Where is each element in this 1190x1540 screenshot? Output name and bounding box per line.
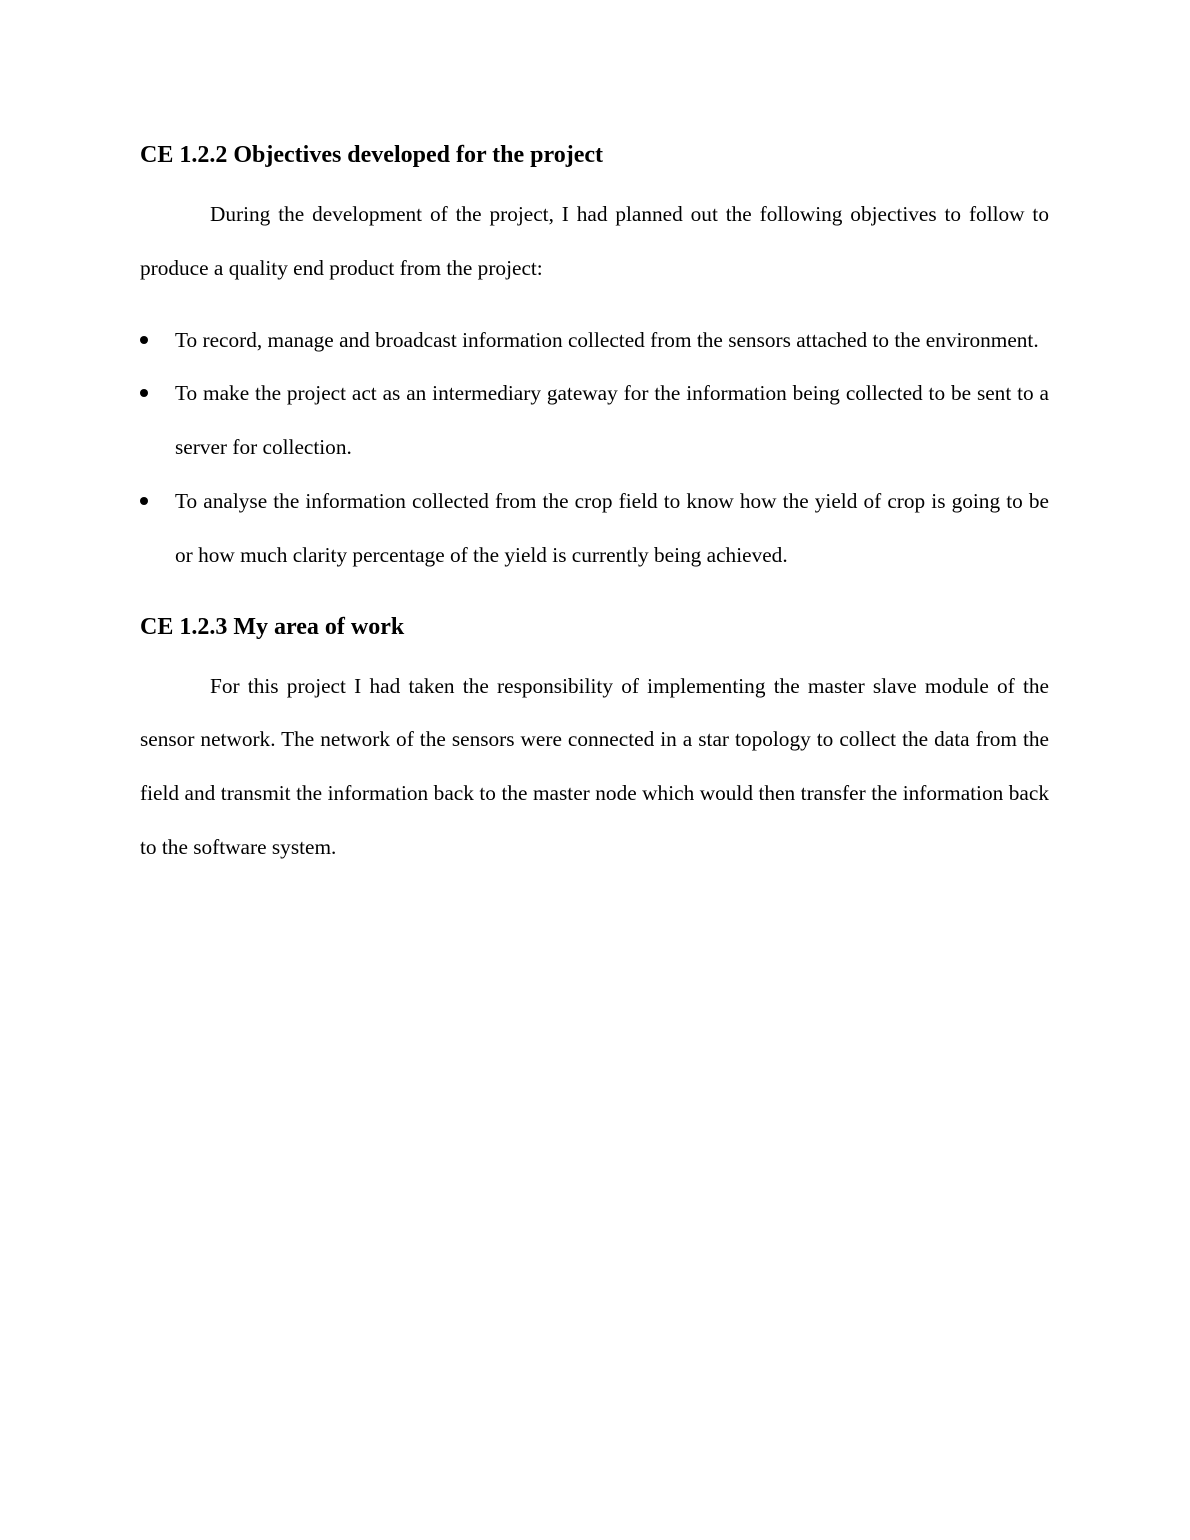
objectives-list	[140, 314, 1049, 583]
section-heading-area-of-work: CE 1.2.3 My area of work	[140, 613, 405, 640]
list-item	[140, 475, 1049, 583]
list-item-text: To record, manage and broadcast information collected from the sensors attached to the environment.	[175, 327, 1039, 352]
list-item-text: To analyse the information collected from the crop field to know how the yield of crop is going to be or how much clarity percentage of the yield is currently being achieved.	[175, 488, 1049, 567]
bullet-icon	[140, 389, 148, 397]
list-item	[140, 367, 1049, 475]
area-of-work-paragraph: For this project I had taken the responsibility of implementing the master slave module of the sensor network. The network of the sensors were connected in a star topology to collect the data from the field and transmit the information back to the master node which would then transfer the information back to the software system.	[140, 673, 1049, 859]
list-item-text: To make the project act as an intermediary gateway for the information being collected to be sent to a server for collection.	[175, 381, 1049, 460]
bullet-icon	[140, 336, 148, 344]
section-heading-objectives: CE 1.2.2 Objectives developed for the project	[140, 142, 604, 168]
bullet-icon	[140, 497, 148, 505]
list-item	[140, 314, 1049, 368]
objectives-intro-paragraph: During the development of the project, I had planned out the following objectives to follow to produce a quality end product from the project:	[140, 202, 1049, 280]
